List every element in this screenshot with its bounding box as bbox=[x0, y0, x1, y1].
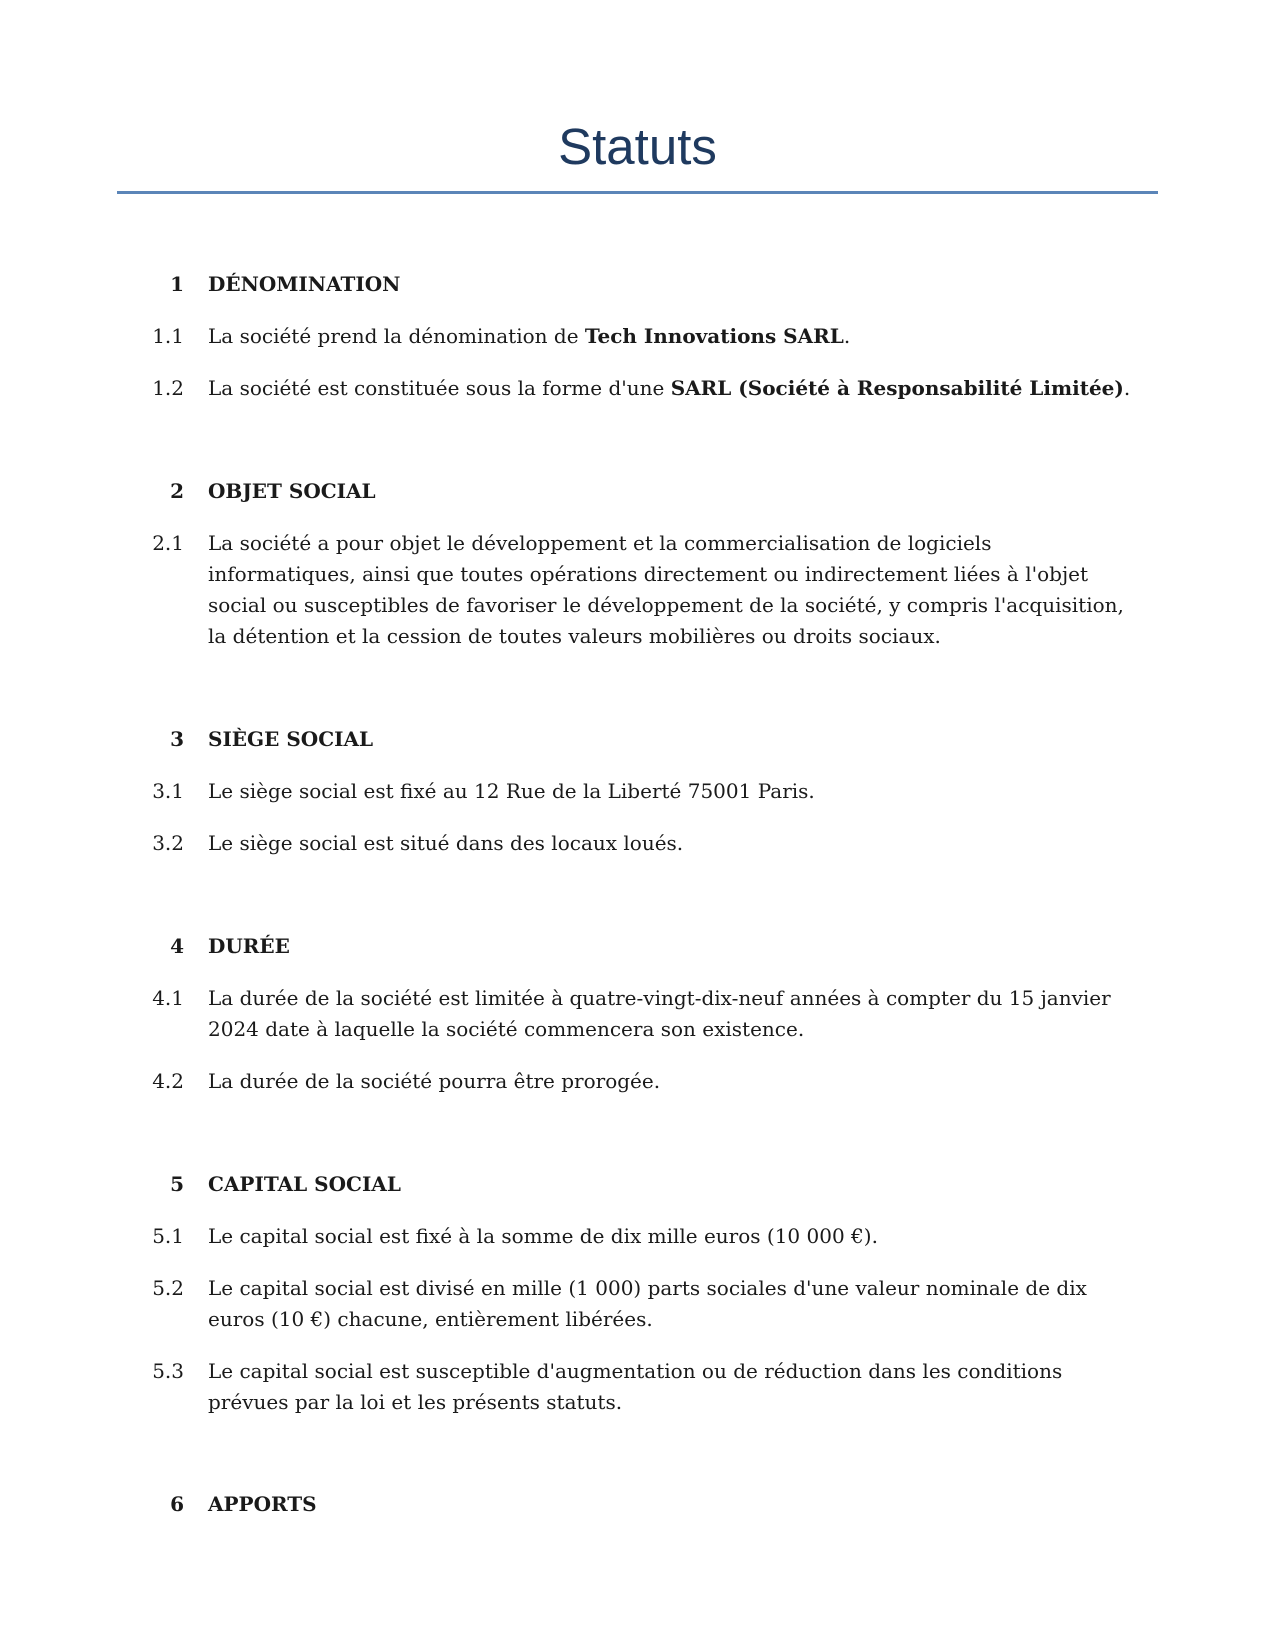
clause-text: La durée de la société est limitée à quatre-vingt-dix-neuf années à compter du 15 janvier 2024 date à laquelle la société commencera son existence. bbox=[208, 986, 1111, 1041]
legal-form: SARL (Société à Responsabilité Limitée) bbox=[670, 376, 1124, 400]
document-title: Statuts bbox=[558, 118, 717, 175]
section-title: CAPITAL SOCIAL bbox=[208, 1172, 401, 1196]
clause-number: 5.2 bbox=[152, 1276, 184, 1300]
clause-number: 4.1 bbox=[152, 986, 184, 1010]
clause-number: 3.1 bbox=[152, 779, 184, 803]
clause-text: La durée de la société pourra être prorogée. bbox=[208, 1069, 661, 1093]
clause-number: 1.1 bbox=[152, 324, 184, 348]
clause-number: 1.2 bbox=[152, 376, 184, 400]
clause-number: 5.3 bbox=[152, 1359, 184, 1383]
clause-text: Le siège social est situé dans des locaux loués. bbox=[208, 831, 684, 855]
section-title: APPORTS bbox=[208, 1492, 317, 1516]
clause-text: Le capital social est divisé en mille (1 000) parts sociales d'une valeur nominale de dix euros (10 €) chacune, entièrement libérées. bbox=[208, 1276, 1087, 1331]
section-title: SIÈGE SOCIAL bbox=[208, 727, 374, 751]
section-number: 3 bbox=[170, 727, 184, 751]
clause-text: La société a pour objet le développement et la commercialisation de logiciels informatiques, ainsi que toutes opérations directement ou indirectement liées à l'objet social ou susceptibles de favoriser le développement de la société, y compris l'acquisition, la détention et la cession de toutes valeurs mobilières ou droits sociaux. bbox=[208, 531, 1124, 648]
section-number: 1 bbox=[170, 272, 184, 296]
clause-number: 2.1 bbox=[152, 531, 184, 555]
clause-text: Le capital social est susceptible d'augmentation ou de réduction dans les conditions prévues par la loi et les présents statuts. bbox=[208, 1359, 1063, 1414]
section-number: 6 bbox=[170, 1492, 184, 1516]
company-name: Tech Innovations SARL bbox=[584, 324, 844, 348]
clause-text: Le siège social est fixé au 12 Rue de la Liberté 75001 Paris. bbox=[208, 779, 815, 803]
clause-text: Le capital social est fixé à la somme de dix mille euros (10 000 €). bbox=[208, 1224, 878, 1248]
section-number: 5 bbox=[170, 1172, 184, 1196]
clause-text: La société prend la dénomination de Tech Innovations SARL. bbox=[208, 324, 851, 348]
section-title: OBJET SOCIAL bbox=[208, 479, 376, 503]
clause-number: 5.1 bbox=[152, 1224, 184, 1248]
section-number: 2 bbox=[170, 479, 184, 503]
section-number: 4 bbox=[170, 934, 184, 958]
section-title: DÉNOMINATION bbox=[208, 272, 401, 296]
section-title: DURÉE bbox=[208, 934, 290, 958]
clause-text: La société est constituée sous la forme d'une SARL (Société à Responsabilité Limitée). bbox=[208, 376, 1131, 400]
clause-number: 3.2 bbox=[152, 831, 184, 855]
clause-number: 4.2 bbox=[152, 1069, 184, 1093]
title-underline bbox=[117, 191, 1158, 194]
